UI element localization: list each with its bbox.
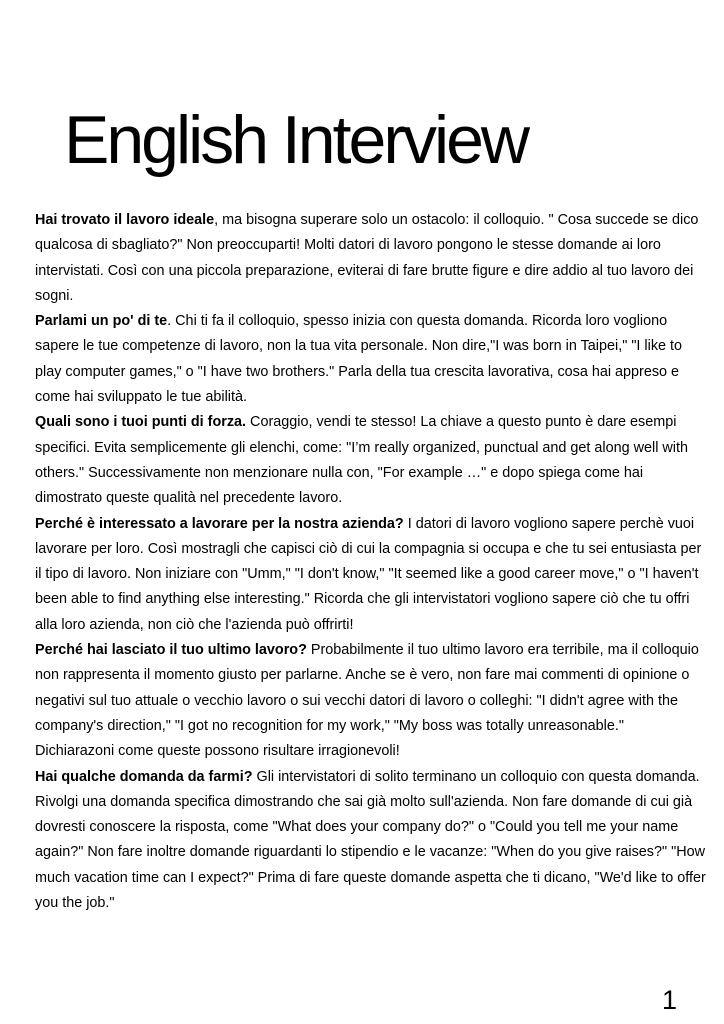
- paragraph-lavoro-ideale: [35, 208, 707, 309]
- paragraph-domande: [35, 765, 707, 917]
- paragraph-heading: Hai trovato il lavoro ideale: [35, 212, 215, 228]
- page-number: 1: [662, 985, 678, 1015]
- document-body: [35, 208, 707, 916]
- paragraph-heading: Hai qualche domanda da farmi?: [35, 768, 253, 785]
- paragraph-text: Gli intervistatori di solito terminano un colloquio con questa domanda. Rivolgi una domanda specifica dimostrando che sai già molto sull'azienda. Non fare domande di cui già dovresti conoscere la risposta, come "What does your company do?" o "Could you tell me your name again?" Non fare inoltre domande riguardanti lo stipendio e le vacanze: "When do you give raises?" "How much vacation time can I expect?" Prima di fare queste domande aspetta che ti dicano, "We'd like to offer you the job.": [35, 768, 706, 912]
- paragraph-ultimo-lavoro: [35, 638, 707, 764]
- paragraph-text: Probabilmente il tuo ultimo lavoro era terribile, ma il colloquio non rappresenta il momento giusto per parlarne. Anche se è vero, non fare mai commenti di opinione o negativi sul tuo attuale o vecchio lavoro o sui vecchi datori di lavoro o colleghi: "I didn't agree with the company's direction," "I got no recognition for my work," "My boss was totally unreasonable." Dichiarazoni come queste possono risultare irragionevoli!: [35, 642, 699, 760]
- paragraph-parlami-di-te: [35, 309, 707, 410]
- paragraph-heading: Quali sono i tuoi punti di forza.: [35, 414, 247, 431]
- paragraph-text: , ma bisogna superare solo un ostacolo: il colloquio. " Cosa succede se dico qualcosa di sbagliato?" Non preoccuparti! Molti datori di lavoro pongono le stesse domande ai loro intervistati. Così con una piccola preparazione, eviterai di fare brutte figure e dire addio al tuo lavoro dei sogni.: [35, 212, 699, 304]
- paragraph-text: I datori di lavoro vogliono sapere perchè vuoi lavorare per loro. Così mostragli che capisci ciò di cui la compagnia si occupa e che tu sei entusiasta per il tipo di lavoro. Non iniziare con "Umm," "I don't know," "It seemed like a good career move," o "I haven't been able to find anything else interesting." Ricorda che gli intervistatori vogliono sapere ciò che tu offri alla loro azienda, non ciò che l'azienda può offrirti!: [35, 515, 702, 633]
- paragraph-text: Coraggio, vendi te stesso! La chiave a questo punto è dare esempi specifici. Evita semplicemente gli elenchi, come: "I’m really organized, punctual and get along well with others." Successivamente non menzionare nulla con, "For example …" e dopo spiega come hai dimostrato queste qualità nel precedente lavoro.: [35, 414, 689, 507]
- paragraph-punti-di-forza: [35, 410, 707, 511]
- page-title: English Interview: [64, 102, 528, 178]
- paragraph-perche-azienda: [35, 512, 707, 638]
- paragraph-heading: Parlami un po' di te: [35, 313, 168, 330]
- paragraph-heading: Perché è interessato a lavorare per la nostra azienda?: [35, 515, 404, 532]
- paragraph-heading: Perché hai lasciato il tuo ultimo lavoro?: [35, 642, 307, 659]
- paragraph-text: . Chi ti fa il colloquio, spesso inizia con questa domanda. Ricorda loro vogliono sapere le tue competenze di lavoro, non la tua vita personale. Non dire,"I was born in Taipei," "I like to play computer games," o "I have two brothers." Parla della tua crescita lavorativa, cosa hai appreso e come hai sviluppato le tue abilità.: [35, 313, 683, 406]
